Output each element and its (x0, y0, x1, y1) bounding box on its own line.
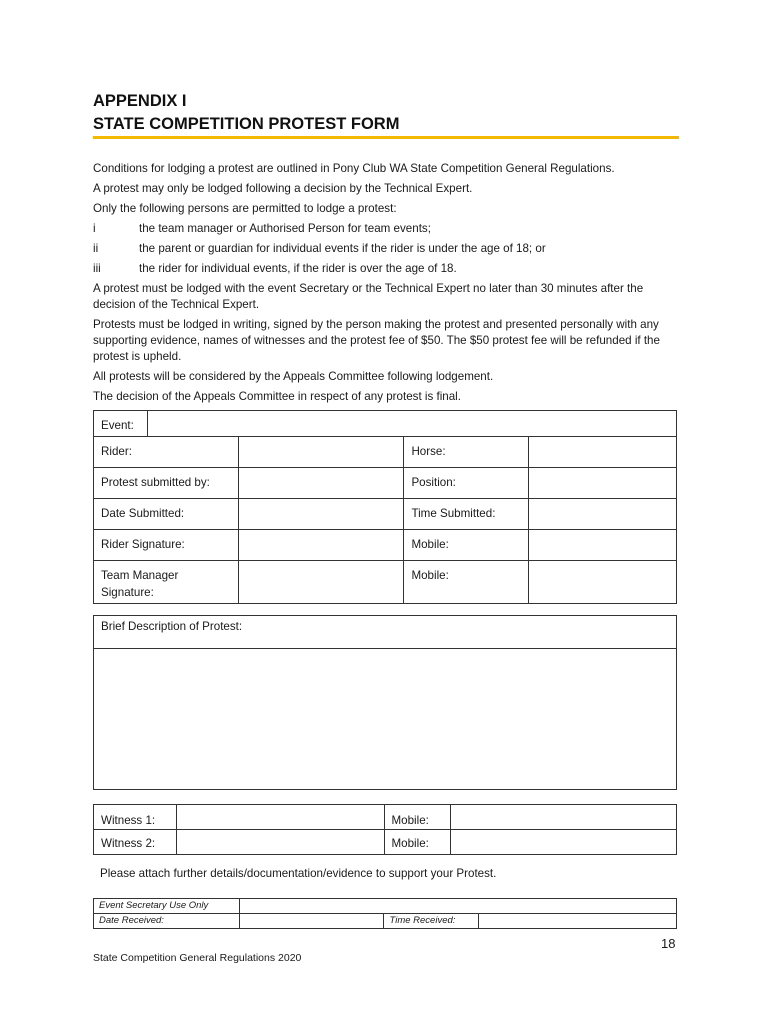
mobile-label: Mobile: (404, 530, 529, 561)
intro-paragraph: A protest must be lodged with the event Secretary or the Technical Expert no later than 30 minutes after the decision of the Technical Expert. (93, 282, 644, 311)
event-label: Event: (94, 411, 148, 437)
witness-2-label: Witness 2: (94, 830, 177, 855)
submitted-by-field[interactable] (238, 468, 404, 499)
intro-paragraph: Protests must be lodged in writing, signed by the person making the protest and presented personally with any supporting evidence, names of witnesses and the protest fee of $50. The $50 protest fee will be refunded if the protest is upheld. (93, 318, 660, 363)
list-text: the rider for individual events, if the rider is over the age of 18. (139, 262, 457, 275)
office-use-blank (239, 899, 676, 914)
position-field[interactable] (529, 468, 677, 499)
intro-text (93, 161, 679, 409)
document-heading (93, 90, 679, 136)
witness-1-label: Witness 1: (94, 805, 177, 830)
rider-signature-field[interactable] (238, 530, 404, 561)
page-number: 18 (661, 936, 676, 951)
time-received-label: Time Received: (384, 914, 479, 929)
page-title: STATE COMPETITION PROTEST FORM (93, 115, 400, 133)
list-item (93, 261, 679, 277)
attachment-note: Please attach further details/documentation/evidence to support your Protest. (100, 867, 497, 880)
horse-label: Horse: (404, 437, 529, 468)
time-submitted-field[interactable] (529, 499, 677, 530)
team-manager-signature-field[interactable] (238, 561, 404, 604)
list-item (93, 241, 679, 257)
rider-label: Rider: (94, 437, 239, 468)
horse-field[interactable] (529, 437, 677, 468)
list-number: i (93, 222, 96, 235)
rider-field[interactable] (238, 437, 404, 468)
list-item (93, 221, 679, 237)
mobile-label: Mobile: (404, 561, 529, 604)
intro-paragraph: The decision of the Appeals Committee in respect of any protest is final. (93, 390, 461, 403)
position-label: Position: (404, 468, 529, 499)
witness-1-mobile-label: Mobile: (384, 805, 451, 830)
witness-2-mobile-label: Mobile: (384, 830, 451, 855)
rider-signature-label: Rider Signature: (94, 530, 239, 561)
intro-paragraph: Only the following persons are permitted to lodge a protest: (93, 202, 397, 215)
date-submitted-field[interactable] (238, 499, 404, 530)
list-text: the parent or guardian for individual events if the rider is under the age of 18; or (139, 242, 546, 255)
title-underline (93, 136, 679, 139)
date-received-field[interactable] (239, 914, 384, 929)
witness-2-mobile-field[interactable] (451, 830, 677, 855)
office-use-table (93, 898, 677, 929)
witness-2-field[interactable] (176, 830, 384, 855)
submitted-by-label: Protest submitted by: (94, 468, 239, 499)
intro-paragraph: Conditions for lodging a protest are outlined in Pony Club WA State Competition General Regulations. (93, 162, 615, 175)
team-manager-signature-label: Team Manager Signature: (94, 561, 239, 604)
list-number: ii (93, 242, 99, 255)
list-text: the team manager or Authorised Person for team events; (139, 222, 431, 235)
mobile-field[interactable] (529, 561, 677, 604)
witness-1-field[interactable] (176, 805, 384, 830)
list-number: iii (93, 262, 101, 275)
description-label: Brief Description of Protest: (94, 616, 677, 649)
event-field[interactable] (147, 411, 676, 437)
time-submitted-label: Time Submitted: (404, 499, 529, 530)
protest-details-table (93, 410, 677, 604)
footer-text: State Competition General Regulations 2020 (93, 952, 302, 964)
description-table (93, 615, 677, 790)
appendix-label: APPENDIX I (93, 92, 187, 110)
date-received-label: Date Received: (94, 914, 240, 929)
time-received-field[interactable] (479, 914, 677, 929)
description-field[interactable] (94, 649, 677, 790)
office-use-heading: Event Secretary Use Only (94, 899, 240, 914)
date-submitted-label: Date Submitted: (94, 499, 239, 530)
witness-1-mobile-field[interactable] (451, 805, 677, 830)
intro-paragraph: A protest may only be lodged following a decision by the Technical Expert. (93, 182, 473, 195)
witness-table (93, 804, 677, 855)
mobile-field[interactable] (529, 530, 677, 561)
intro-paragraph: All protests will be considered by the Appeals Committee following lodgement. (93, 370, 494, 383)
